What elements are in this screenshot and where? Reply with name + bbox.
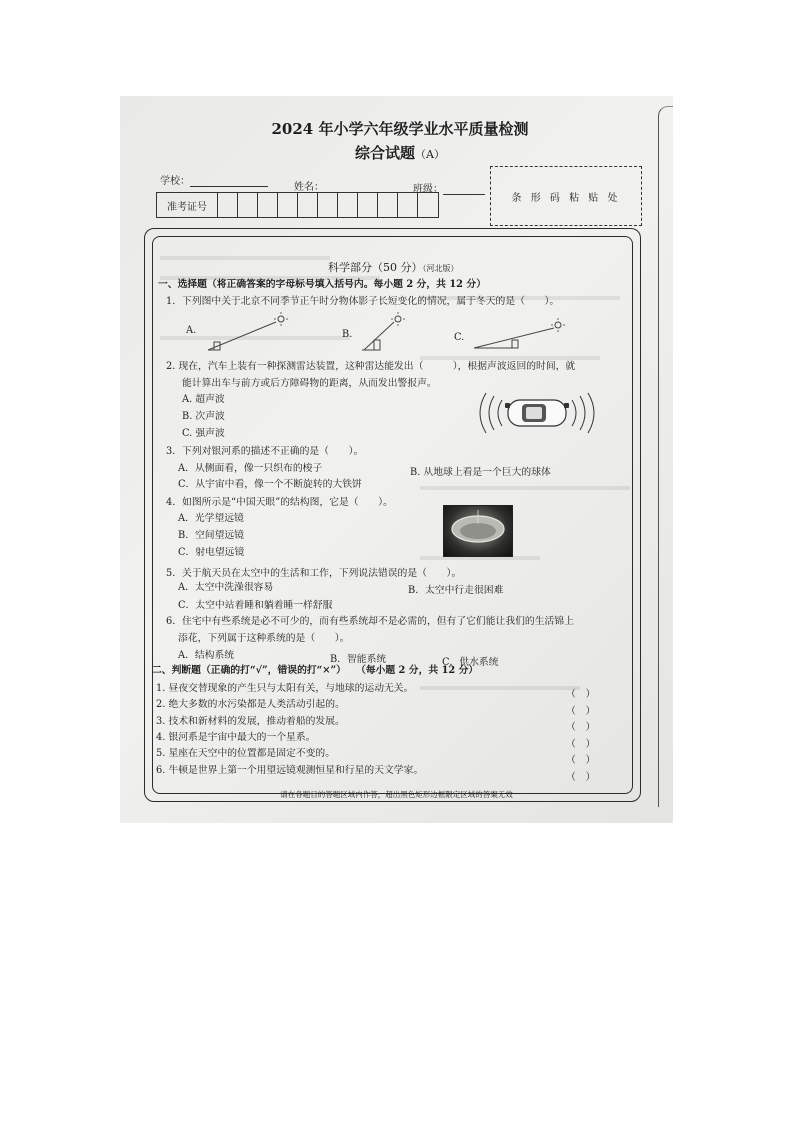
footer-note: 请在各题目的答题区域内作答，超出黑色矩形边框限定区域的答案无效 xyxy=(280,790,513,799)
exam-id-cell[interactable] xyxy=(298,193,318,217)
telescope-dish-icon xyxy=(444,506,512,556)
fast-telescope-photo xyxy=(443,505,513,557)
q1-option-c[interactable]: C. xyxy=(454,332,465,343)
exam-id-cell[interactable] xyxy=(218,193,238,217)
exam-subtitle: 综合试题（A） xyxy=(355,144,445,162)
name-label: 姓名： xyxy=(294,182,324,193)
q5-option-b[interactable]: B．太空中行走很困难 xyxy=(408,585,504,596)
exam-id-cell[interactable] xyxy=(418,193,438,217)
q2-option-a[interactable]: A. 超声波 xyxy=(182,394,225,405)
shadow-diagram-c xyxy=(472,314,568,352)
choice-section-heading: 一、选择题（将正确答案的字母标号填入括号内。每小题 2 分，共 12 分） xyxy=(158,279,486,290)
q6-option-a[interactable]: A．结构系统 xyxy=(178,650,235,661)
judgment-item-3: 3. 技术和新材料的发展，推动着船的发展。 xyxy=(156,716,345,727)
next-page-edge xyxy=(658,106,673,807)
answer-bracket-2[interactable]: （ ） xyxy=(566,706,596,717)
exam-id-cell[interactable] xyxy=(358,193,378,217)
judgment-item-4: 4. 银河系是宇宙中最大的一个星系。 xyxy=(156,732,316,743)
q6-text-line2: 添花，下列属于这种系统的是（ ）。 xyxy=(178,633,350,644)
q1-option-a[interactable]: A. xyxy=(186,325,197,336)
judgment-item-5: 5. 星座在天空中的位置都是固定不变的。 xyxy=(156,748,336,759)
exam-id-cell[interactable] xyxy=(318,193,338,217)
q1-option-b[interactable]: B. xyxy=(342,329,353,340)
q3-text: 3．下列对银河系的描述不正确的是（ ）。 xyxy=(166,446,364,457)
q4-option-b[interactable]: B．空间望远镜 xyxy=(178,530,244,541)
answer-bracket-3[interactable]: （ ） xyxy=(566,722,596,733)
exam-paper-photo xyxy=(120,96,673,823)
sun-icon-b xyxy=(395,316,401,322)
exam-id-cell[interactable] xyxy=(338,193,358,217)
q2-text-line2: 能计算出车与前方或后方障碍物的距离，从而发出警报声。 xyxy=(182,378,437,389)
exam-id-label: 准考证号 xyxy=(157,193,218,217)
judgment-item-6: 6. 牛顿是世界上第一个用望远镜观测恒星和行星的天文学家。 xyxy=(156,765,424,776)
exam-id-cell[interactable] xyxy=(258,193,278,217)
judgment-section-heading: 二、判断题（正确的打“√”，错误的打“×”） （每小题 2 分，共 12 分） xyxy=(152,665,479,676)
q6-text-line1: 6．住宅中有些系统是必不可少的，而有些系统却不是必需的，但有了它们能让我们的生活锦上 xyxy=(166,616,574,627)
q2-text-line1: 2. 现在，汽车上装有一种探测雷达装置，这种雷达能发出（ ），根据声波返回的时间，就 xyxy=(166,361,576,372)
sun-icon-a xyxy=(278,316,284,322)
q2-option-b[interactable]: B. 次声波 xyxy=(182,411,225,422)
q6-option-b[interactable]: B．智能系统 xyxy=(330,654,387,665)
shadow-diagram-b xyxy=(360,312,410,356)
judgment-item-1: 1. 昼夜交替现象的产生只与太阳有关，与地球的运动无关。 xyxy=(156,683,414,694)
answer-bracket-5[interactable]: （ ） xyxy=(566,755,596,766)
name-field[interactable] xyxy=(294,178,384,193)
q5-option-c[interactable]: C．太空中站着睡和躺着睡一样舒服 xyxy=(178,600,333,611)
school-label: 学校： xyxy=(160,176,190,187)
q1-text: 1．下列图中关于北京不同季节正午时分物体影子长短变化的情况，属于冬天的是（ ）。 xyxy=(166,296,560,307)
q3-option-a[interactable]: A．从侧面看，像一只织布的梭子 xyxy=(178,463,323,474)
answer-bracket-6[interactable]: （ ） xyxy=(566,772,596,783)
judgment-item-2: 2. 绝大多数的水污染都是人类活动引起的。 xyxy=(156,699,345,710)
car-radar-illustration xyxy=(472,388,602,438)
exam-title: 2024 年小学六年级学业水平质量检测 xyxy=(271,120,529,138)
q6-option-c[interactable]: C．供水系统 xyxy=(442,657,499,668)
q5-text: 5．关于航天员在太空中的生活和工作，下列说法错误的是（ ）。 xyxy=(166,568,462,579)
exam-id-grid[interactable] xyxy=(156,192,439,218)
science-section-title: 科学部分（50 分）（河北版） xyxy=(328,261,459,274)
q4-option-a[interactable]: A．光学望远镜 xyxy=(178,513,244,524)
q3-option-b[interactable]: B. 从地球上看是一个巨大的球体 xyxy=(410,467,551,478)
class-label: 班级： xyxy=(413,184,443,195)
q2-option-c[interactable]: C. 强声波 xyxy=(182,428,225,439)
q3-option-c[interactable]: C．从宇宙中看，像一个不断旋转的大铁饼 xyxy=(178,479,362,490)
exam-id-cell[interactable] xyxy=(278,193,298,217)
exam-id-cell[interactable] xyxy=(378,193,398,217)
q4-option-c[interactable]: C．射电望远镜 xyxy=(178,547,245,558)
barcode-sticker-area xyxy=(490,166,642,226)
exam-id-cell[interactable] xyxy=(398,193,418,217)
barcode-label: 条 形 码 粘 贴 处 xyxy=(511,192,621,204)
shadow-diagram-a xyxy=(206,310,296,354)
sun-icon-c xyxy=(555,322,561,328)
q5-option-a[interactable]: A．太空中洗澡很容易 xyxy=(178,582,274,593)
car-icon xyxy=(505,400,569,426)
answer-bracket-4[interactable]: （ ） xyxy=(566,739,596,750)
exam-id-cell[interactable] xyxy=(238,193,258,217)
q4-text: 4．如图所示是“中国天眼”的结构图，它是（ ）。 xyxy=(166,497,393,508)
answer-bracket-1[interactable]: （ ） xyxy=(566,689,596,700)
school-field[interactable] xyxy=(160,172,268,187)
